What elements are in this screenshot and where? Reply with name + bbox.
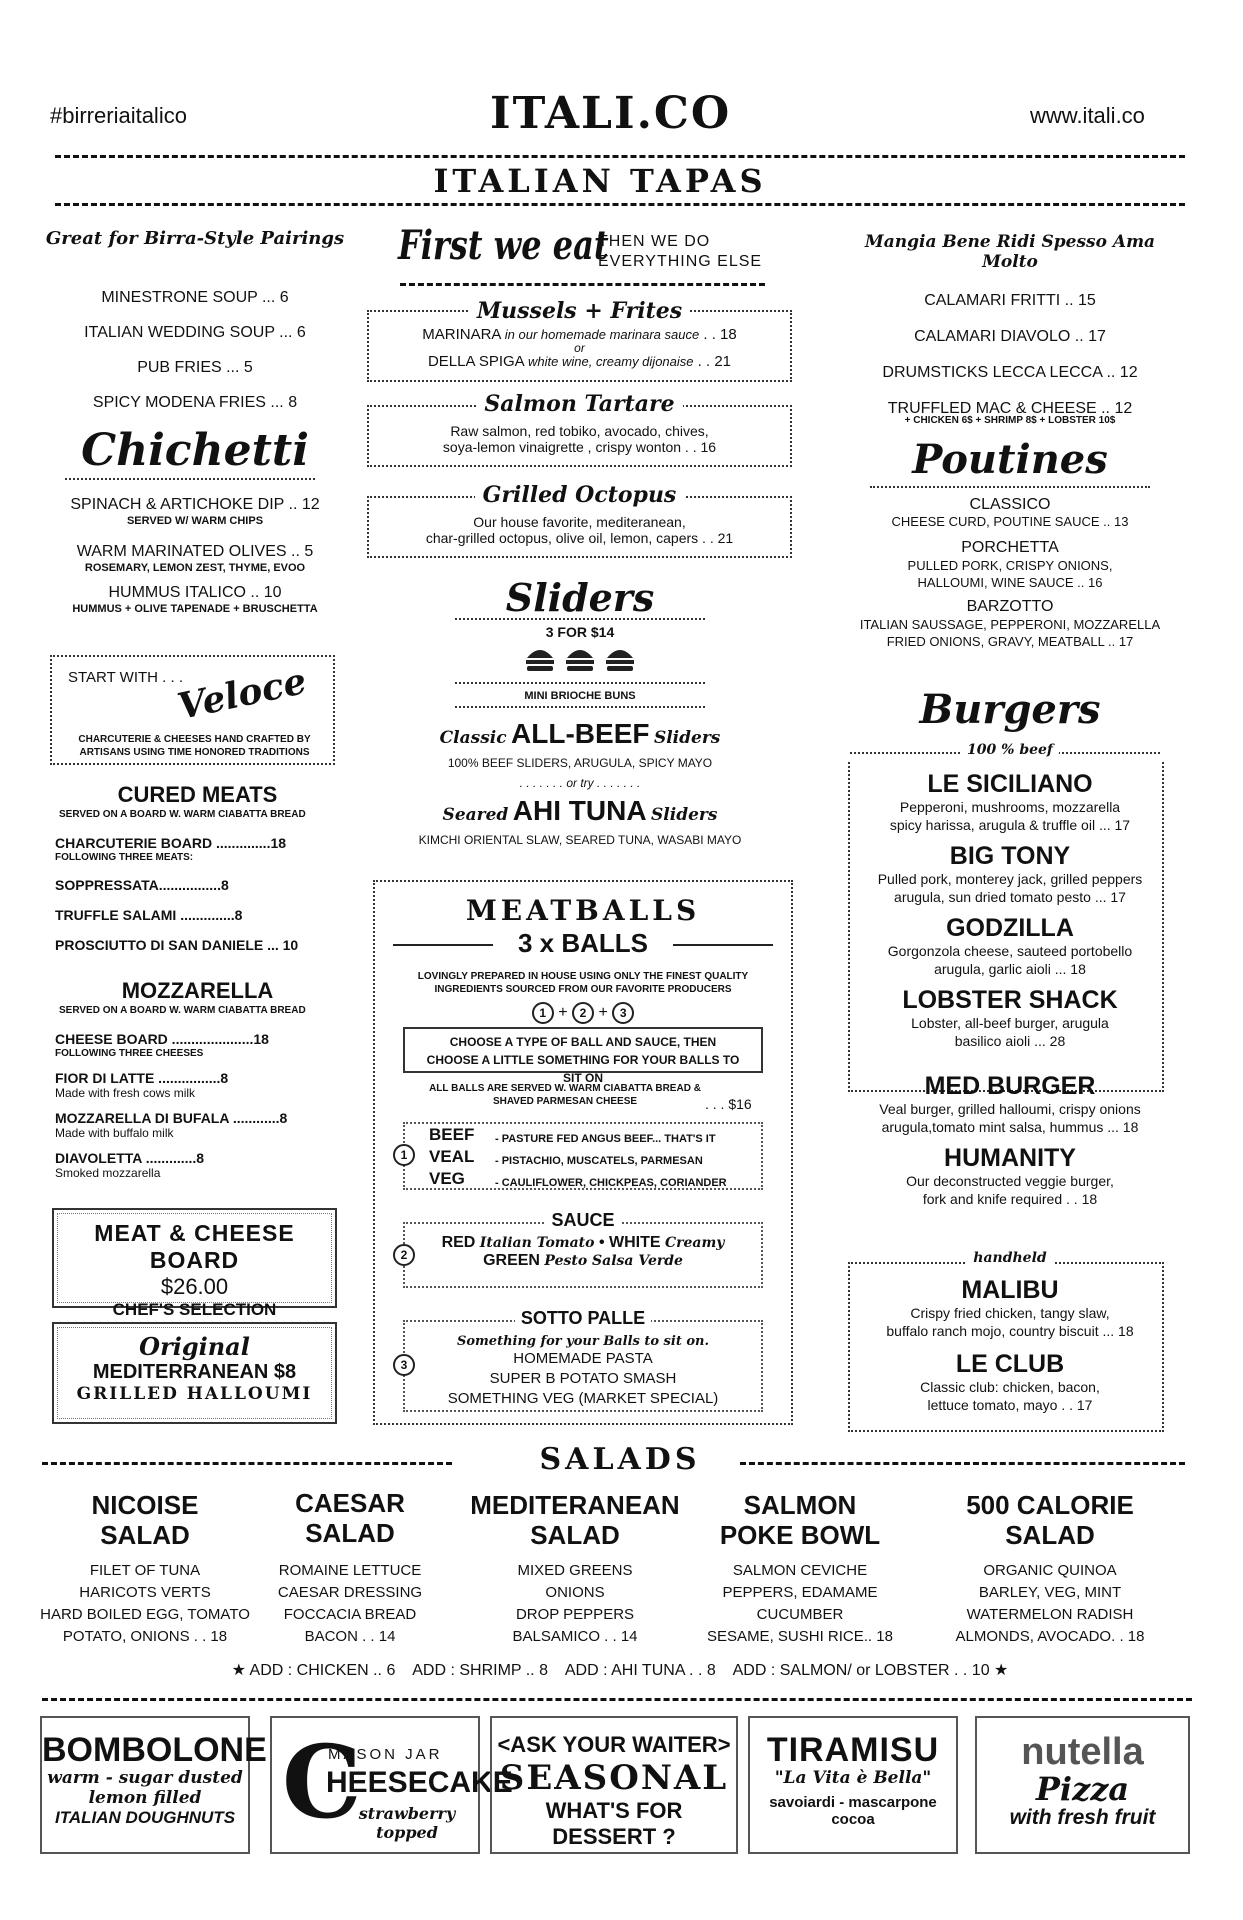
menu-item: CHEESE BOARD .....................18 [55,1031,269,1047]
ball-type: VEG [429,1169,465,1188]
salad-ingredient: CUCUMBER [756,1606,844,1623]
burgers-sub: 100 % beef [961,742,1059,758]
menu-item-desc: char-grilled octopus, olive oil, lemon, capers . . 21 [425,530,734,546]
board-desc: CHEF'S SELECTION [112,1300,277,1319]
handheld-name: LE CLUB [955,1350,1065,1378]
menu-item-desc: Smoked mozzarella [55,1166,161,1180]
handheld-desc: Classic club: chicken, bacon, [920,1379,1100,1395]
slider-name: AHI TUNA [512,795,647,826]
dessert-name: BOMBOLONE [42,1731,267,1769]
burger-desc: arugula, sun dried tomato pesto ... 17 [894,889,1126,905]
dessert-bombolone [40,1716,267,1854]
handheld-desc: Crispy fried chicken, tangy slaw, [910,1305,1110,1321]
salad-ingredient: HARICOTS VERTS [79,1584,211,1601]
board-title: MEAT & CHEESE BOARD [94,1220,295,1273]
step-1-box [400,1122,763,1190]
slider-desc: KIMCHI ORIENTAL SLAW, SEARED TUNA, WASABI MAYO [418,833,742,847]
menu-item-desc: FOLLOWING THREE CHEESES [55,1048,204,1059]
dessert-desc: savoiardi - mascarpone [769,1794,937,1811]
dessert-name: nutella [1021,1731,1144,1773]
menu-item: SOPPRESSATA................8 [55,877,229,893]
menu-item-desc: ROSEMARY, LEMON ZEST, THYME, EVOO [84,562,306,574]
menu-item-desc: Made with buffalo milk [55,1126,174,1140]
divider [455,706,705,708]
salad-name: POKE BOWL [719,1520,881,1550]
mac-addons: + CHICKEN 6$ + SHRIMP 8$ + LOBSTER 10$ [904,415,1116,426]
salad-ingredient: WATERMELON RADISH [966,1606,1134,1623]
poutine-desc: ITALIAN SAUSSAGE, PEPPERONI, MOZZARELLA [859,617,1161,632]
salad-ingredient: MIXED GREENS [517,1562,633,1579]
sauce-desc: Pesto Salsa Verde [544,1253,683,1269]
salad-ingredient: ROMAINE LETTUCE [278,1562,422,1579]
dessert-desc: strawberry topped [358,1804,456,1842]
poutines-title: Poutines [912,436,1108,483]
sauce-name: GREEN [483,1252,540,1269]
salad-addons: ★ ADD : CHICKEN .. 6 ADD : SHRIMP .. 8 ADD : AHI TUNA . . 8 ADD : SALMON/ or LOBSTER . . 10 ★ [231,1662,1009,1679]
burgers-title: Burgers [919,686,1101,733]
menu-item-desc: Raw salmon, red tobiko, avocado, chives, [450,423,709,439]
salad-item [30,1490,260,1648]
poutine-desc: CHEESE CURD, POUTINE SAUCE .. 13 [891,514,1129,529]
halloumi-line: GRILLED HALLOUMI [76,1384,313,1404]
board-price: $26.00 [160,1274,229,1299]
poutine-desc: FRIED ONIONS, GRAVY, MEATBALL .. 17 [886,634,1134,649]
menu-item: HOMEMADE PASTA [513,1350,653,1367]
salad-name: SALAD [100,1520,190,1550]
salad-ingredient: BARLEY, VEG, MINT [978,1584,1122,1601]
burger-desc: Gorgonzola cheese, sauteed portobello [887,943,1133,959]
meat-cheese-board [52,1208,337,1319]
menu-item: DRUMSTICKS LECCA LECCA .. 12 [882,364,1138,381]
hashtag: #birreriaitalico [50,103,187,128]
menu-item-desc: Made with fresh cows milk [55,1086,196,1100]
burger-icon [605,646,635,672]
step-number: 1 [532,1002,554,1024]
burger-icon [525,646,555,672]
salad-item [935,1490,1165,1648]
burger-desc: Veal burger, grilled halloumi, crispy onions [879,1101,1141,1117]
dessert-desc: MASON JAR [328,1746,443,1763]
salad-ingredient: PEPPERS, EDAMAME [722,1584,878,1601]
sauce-name: RED [441,1234,476,1251]
slider-label: Classic [439,728,507,748]
menu-item: SPINACH & ARTICHOKE DIP .. 12 [70,496,320,513]
menu-item: MINESTRONE SOUP ... 6 [101,289,289,306]
choose-instructions: CHOOSE A TYPE OF BALL AND SAUCE, THEN CHOOSE A LITTLE SOMETHING FOR YOUR BALLS TO SIT ON [403,1027,763,1073]
meatballs-sub: 3 x BALLS [517,928,649,958]
salad-ingredient: DROP PEPPERS [515,1606,635,1623]
cured-meats-title: CURED MEATS [117,782,278,807]
chichetti-list [40,495,350,616]
or-try: . . . . . . . or try . . . . . . . [519,776,641,790]
salad-name: SALMON [743,1490,857,1520]
poutine-desc: PULLED PORK, CRISPY ONIONS, [907,558,1113,573]
handheld-name: MALIBU [961,1276,1059,1304]
salad-item [695,1490,905,1648]
salad-name: MEDITERANEAN [470,1490,680,1520]
halloumi-box [52,1322,337,1424]
poutine-name: CLASSICO [969,496,1051,513]
menu-item: CALAMARI DIAVOLO .. 17 [914,328,1106,345]
menu-item: SOMETHING VEG (MARKET SPECIAL) [447,1390,719,1407]
cured-meats-desc: SERVED ON A BOARD W. WARM CIABATTA BREAD [59,809,306,820]
salad-ingredient: POTATO, ONIONS . . 18 [62,1628,228,1645]
veloce-title: Veloce [174,659,310,729]
salad-ingredient: ONIONS [545,1584,605,1601]
mussels-title: Mussels + Frites [469,298,690,324]
salad-item [460,1490,690,1648]
slider-label: Seared [442,805,509,825]
menu-item: MOZZARELLA DI BUFALA ............8 [55,1110,288,1126]
menu-item: ITALIAN WEDDING SOUP ... 6 [84,324,306,341]
sauce-desc: Italian Tomato [479,1235,595,1251]
handheld-desc: buffalo ranch mojo, country biscuit ... 18 [886,1323,1134,1339]
salad-ingredient: FILET OF TUNA [89,1562,201,1579]
menu-item: DIAVOLETTA .............8 [55,1150,205,1166]
salmon-tartare-title: Salmon Tartare [476,391,682,417]
veloce-box [50,655,335,765]
menu-item: PUB FRIES ... 5 [137,359,253,376]
logo: ITALI.CO [490,88,732,139]
burger-name: HUMANITY [944,1144,1076,1172]
sliders-deal: 3 FOR $14 [545,624,615,640]
meatballs-price: . . . $16 [705,1096,752,1112]
dessert-desc: lemon filled [88,1788,202,1808]
menu-item: TRUFFLED MAC & CHEESE .. 12 [887,400,1133,417]
website[interactable]: www.itali.co [1030,103,1145,128]
dessert-initial: C [282,1723,362,1841]
menu-item: MARINARA [422,326,501,343]
mozzarella-title: MOZZARELLA [121,978,274,1003]
menu-item: SUPER B POTATO SMASH [489,1370,677,1387]
burger-desc: arugula, garlic aioli ... 18 [934,961,1086,977]
menu-item-desc: Our house favorite, mediteranean, [473,514,686,530]
divider [455,682,705,684]
menu-item: PROSCIUTTO DI SAN DANIELE ... 10 [55,937,299,953]
burger-name: LE SICILIANO [927,770,1093,798]
handheld-title: handheld [967,1250,1052,1266]
price: . . 18 [703,326,737,343]
dessert-desc: with fresh fruit [1009,1806,1156,1829]
dessert-desc: cocoa [831,1811,875,1828]
pairings-list [40,280,350,420]
dessert-cheesecake [270,1716,513,1854]
divider [55,155,1185,158]
divider [42,1698,1192,1701]
dessert-name: Pizza [1035,1770,1130,1808]
sotto-sub: Something for your Balls to sit on. [456,1334,709,1349]
step-number: 3 [612,1002,634,1024]
burger-icons [455,646,705,677]
salad-ingredient: SESAME, SUSHI RICE.. 18 [707,1628,893,1645]
meatballs-box [373,880,793,1425]
step-numbers: 1 + 2 + 3 [375,1002,791,1024]
burger-desc: Pepperoni, mushrooms, mozzarella [899,799,1121,815]
slider-name: ALL-BEEF [511,718,650,749]
menu-item: TRUFFLE SALAMI ..............8 [55,907,243,923]
dessert-desc: <ASK YOUR WAITER> [497,1732,731,1757]
burger-name: LOBSTER SHACK [902,986,1118,1014]
burger-desc: Lobster, all-beef burger, arugula [911,1015,1109,1031]
poutine-name: BARZOTTO [966,598,1054,615]
menu-item: SPICY MODENA FRIES ... 8 [92,394,298,411]
menu-item: CALAMARI FRITTI .. 15 [924,292,1096,309]
divider [400,283,765,286]
sauce-name: • WHITE [598,1234,661,1251]
section-title: ITALIAN TAPAS [433,162,767,200]
ball-desc: - PISTACHIO, MUSCATELS, PARMESAN [495,1155,703,1167]
salad-name: NICOISE [91,1490,199,1520]
then-we-do: THEN WE DO EVERYTHING ELSE [598,233,763,270]
dessert-seasonal[interactable] [490,1716,738,1854]
step-number: 2 [572,1002,594,1024]
burger-name: MED BURGER [924,1072,1096,1100]
salad-ingredient: ALMONDS, AVOCADO. . 18 [955,1628,1145,1645]
salad-ingredient: HARD BOILED EGG, TOMATO [40,1606,250,1623]
menu-item-desc: in our homemade marinara sauce [504,327,700,342]
first-we-eat: First we eat [398,222,609,269]
or-text: or [574,341,585,355]
slider-label: Sliders [651,805,718,825]
halloumi-line: MEDITERRANEAN $8 [92,1361,297,1383]
slider-desc: 100% BEEF SLIDERS, ARUGULA, SPICY MAYO [447,756,713,770]
menu-item-desc: HUMMUS + OLIVE TAPENADE + BRUSCHETTA [72,603,318,615]
grilled-octopus-title: Grilled Octopus [475,482,685,508]
mozzarella-desc: SERVED ON A BOARD W. WARM CIABATTA BREAD [59,1005,306,1016]
veloce-start: START WITH . . . [68,669,184,686]
salad-ingredient: FOCCACIA BREAD [283,1606,417,1623]
veloce-desc: CHARCUTERIE & CHEESES HAND CRAFTED BY ARTISANS USING TIME HONORED TRADITIONS [78,734,311,758]
sauce-title: SAUCE [545,1210,620,1230]
burger-icon [565,646,595,672]
grilled-octopus-box [367,482,792,558]
divider [55,203,1185,206]
menu-item: FIOR DI LATTE ................8 [55,1070,229,1086]
sliders-buns: MINI BRIOCHE BUNS [524,690,636,702]
burger-desc: spicy harissa, arugula & truffle oil ... 17 [889,817,1131,833]
burger-desc: fork and knife required . . 18 [922,1191,1098,1207]
meatballs-title: MEATBALLS [465,894,701,927]
dessert-nutella-pizza [975,1716,1190,1854]
menu-item: WARM MARINATED OLIVES .. 5 [76,543,314,560]
burger-name: GODZILLA [946,914,1074,942]
salad-ingredient: SALMON CEVICHE [732,1562,868,1579]
divider [455,618,705,620]
dessert-desc: WHAT'S FOR DESSERT ? [545,1798,683,1849]
burger-desc: arugula,tomato mint salsa, hummus ... 18 [881,1119,1139,1135]
burger-desc: Our deconstructed veggie burger, [906,1173,1114,1189]
slider-label: Sliders [653,728,721,748]
salmon-tartare-box [367,391,792,467]
dessert-desc: "La Vita è Bella" [774,1768,932,1788]
salad-item [255,1488,445,1648]
salad-name: CAESAR [295,1488,405,1518]
salad-ingredient: ORGANIC QUINOA [983,1562,1117,1579]
sauce-desc: Creamy [664,1235,725,1251]
ball-type: BEEF [429,1125,475,1144]
sliders-title: Sliders [505,575,655,620]
chichetti-title: Chichetti [81,425,309,476]
poutine-name: PORCHETTA [961,539,1059,556]
menu-item-desc: soya-lemon vinaigrette , crispy wonton . . 16 [442,439,717,455]
salad-name: SALAD [305,1518,395,1548]
ball-desc: - PASTURE FED ANGUS BEEF... THAT'S IT [495,1133,716,1145]
burger-desc: basilico aioli ... 28 [954,1033,1066,1049]
salad-ingredient: BALSAMICO . . 14 [512,1628,638,1645]
salad-name: SALAD [530,1520,620,1550]
divider [42,1462,452,1465]
divider [870,486,1150,488]
divider [673,944,773,946]
ball-type: VEAL [429,1147,475,1166]
menu-item: HUMMUS ITALICO .. 10 [108,584,282,601]
burger-name: BIG TONY [949,842,1071,870]
step-number: 2 [393,1244,415,1266]
step-3-box [400,1308,763,1412]
handheld-desc: lettuce tomato, mayo . . 17 [927,1397,1093,1413]
salad-ingredient: BACON . . 14 [304,1628,396,1645]
served-note: ALL BALLS ARE SERVED W. WARM CIABATTA BREAD & SHAVED PARMESAN CHEESE [429,1083,701,1107]
salad-ingredient: CAESAR DRESSING [277,1584,423,1601]
menu-item: DELLA SPIGA [427,353,524,370]
menu-item-desc: FOLLOWING THREE MEATS: [55,852,194,863]
menu-item-desc: SERVED W/ WARM CHIPS [126,515,264,527]
dessert-desc: warm - sugar dusted [47,1768,243,1788]
step-2-box [400,1210,763,1288]
sotto-title: SOTTO PALLE [515,1308,651,1328]
dessert-tiramisu [748,1716,958,1854]
pairings-title: Great for Birra-Style Pairings [45,228,345,249]
step-number: 3 [393,1354,415,1376]
salad-name: SALAD [1005,1520,1095,1550]
dessert-name: HEESECAKE [326,1766,513,1799]
salad-name: 500 CALORIE [966,1490,1134,1520]
divider [65,478,315,480]
dessert-name: TIRAMISU [766,1731,940,1769]
step-number: 1 [393,1144,415,1166]
dessert-name: SEASONAL [499,1758,729,1798]
salads-title: SALADS [539,1442,701,1477]
menu-item-desc: white wine, creamy dijonaise [528,354,694,369]
price: . . 21 [697,353,732,370]
dessert-desc: ITALIAN DOUGHNUTS [54,1808,236,1827]
poutine-desc: HALLOUMI, WINE SAUCE .. 16 [917,575,1103,590]
divider [740,1462,1185,1465]
ball-desc: - CAULIFLOWER, CHICKPEAS, CORIANDER [495,1177,727,1189]
meatballs-intro: LOVINGLY PREPARED IN HOUSE USING ONLY THE FINEST QUALITY INGREDIENTS SOURCED FROM OUR FAVORITE PRODUCERS [417,971,749,995]
mussels-box [367,298,792,382]
mangia-title: Mangia Bene Ridi Spesso Ama Molto [864,232,1156,272]
burger-desc: Pulled pork, monterey jack, grilled peppers [877,871,1143,887]
menu-item: CHARCUTERIE BOARD ..............18 [55,835,287,851]
halloumi-title: Original [139,1332,250,1361]
